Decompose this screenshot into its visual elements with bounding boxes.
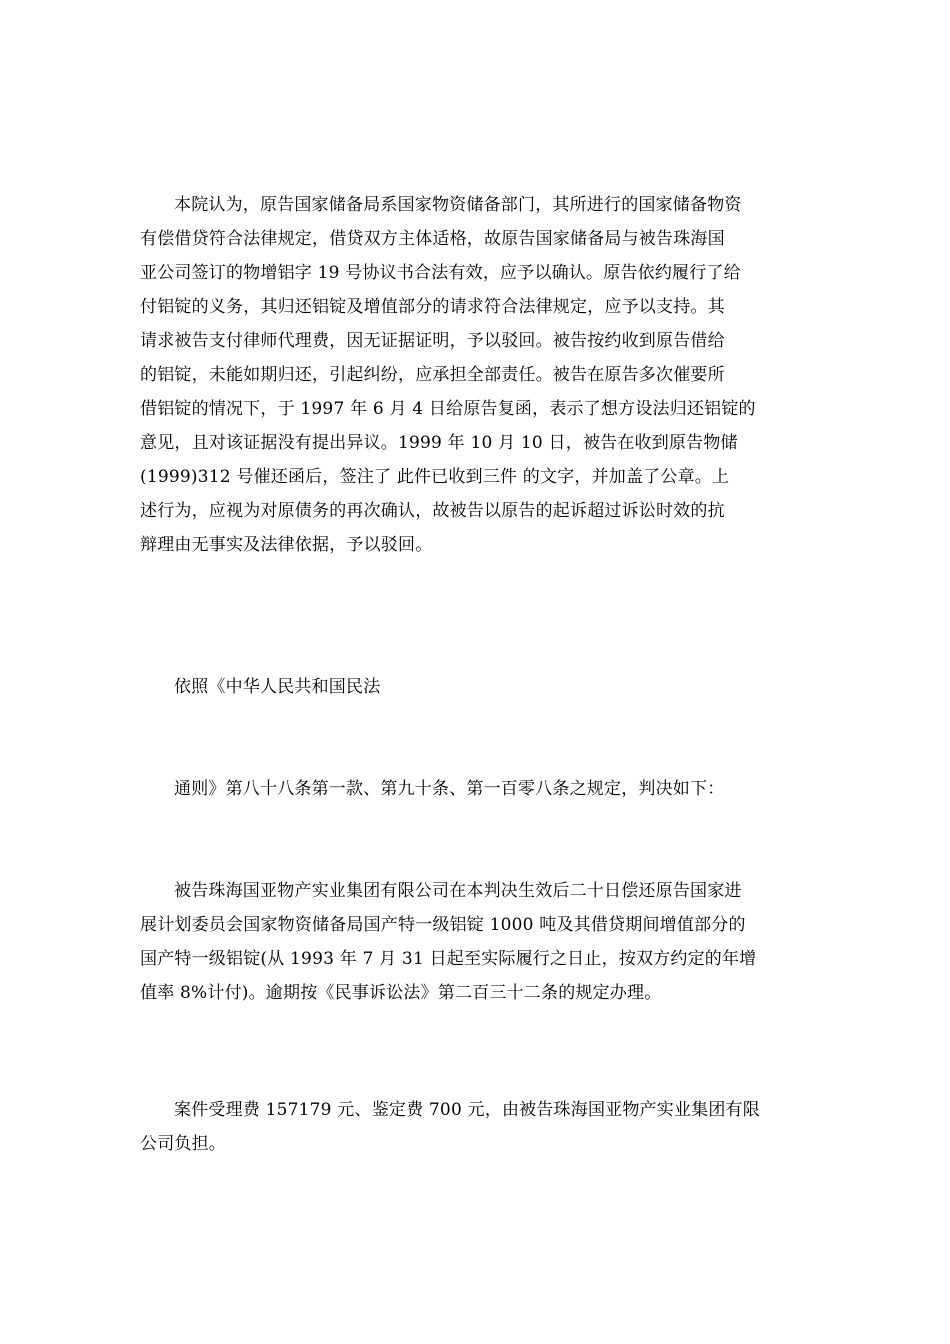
text-line: 亚公司签订的物增铝字 19 号协议书合法有效，应予以确认。原告依约履行了给 [140,263,741,283]
text-line: 付铝锭的义务，其归还铝锭及增值部分的请求符合法律规定，应予以支持。其 [140,297,725,317]
paragraph-court-fees [140,1093,810,1161]
text-line: 国产特一级铝锭(从 1993 年 7 月 31 日起至实际履行之日止，按双方约定的年增 [140,949,757,969]
text-line: 借铝锭的情况下，于 1997 年 6 月 4 日给原告复函，表示了想方设法归还铝锭的 [140,399,756,419]
text-line: (1999)312 号催还函后，签注了 此件已收到三件 的文字，并加盖了公章。上 [140,467,730,487]
paragraph-legal-basis-continued [140,772,810,806]
text-line: 的铝锭，未能如期归还，引起纠纷，应承担全部责任。被告在原告多次催要所 [140,365,725,385]
paragraph-judgment [140,874,810,1010]
text-line: 展计划委员会国家物资储备局国产特一级铝锭 1000 吨及其借贷期间增值部分的 [140,915,746,935]
text-line: 公司负担。 [140,1134,226,1154]
paragraph-legal-basis-start [140,670,810,704]
paragraph-court-opinion [140,188,810,562]
text-line: 依照《中华人民共和国民法 [174,677,381,697]
text-line: 本院认为，原告国家储备局系国家物资储备部门，其所进行的国家储备物资 [174,195,742,215]
text-line: 案件受理费 157179 元、鉴定费 700 元，由被告珠海国亚物产实业集团有限 [174,1100,760,1120]
text-line: 有偿借贷符合法律规定，借贷双方主体适格，故原告国家储备局与被告珠海国 [140,229,725,249]
text-line: 请求被告支付律师代理费，因无证据证明，予以驳回。被告按约收到原告借给 [140,331,725,351]
text-line: 值率 8%计付)。逾期按《民事诉讼法》第二百三十二条的规定办理。 [140,983,662,1003]
text-line: 通则》第八十八条第一款、第九十条、第一百零八条之规定，判决如下： [174,779,725,799]
text-line: 被告珠海国亚物产实业集团有限公司在本判决生效后二十日偿还原告国家进 [174,881,742,901]
text-line: 述行为，应视为对原债务的再次确认，故被告以原告的起诉超过诉讼时效的抗 [140,501,725,521]
text-line: 辩理由无事实及法律依据，予以驳回。 [140,535,433,555]
text-line: 意见，且对该证据没有提出异议。1999 年 10 月 10 日，被告在收到原告物储 [140,433,738,453]
